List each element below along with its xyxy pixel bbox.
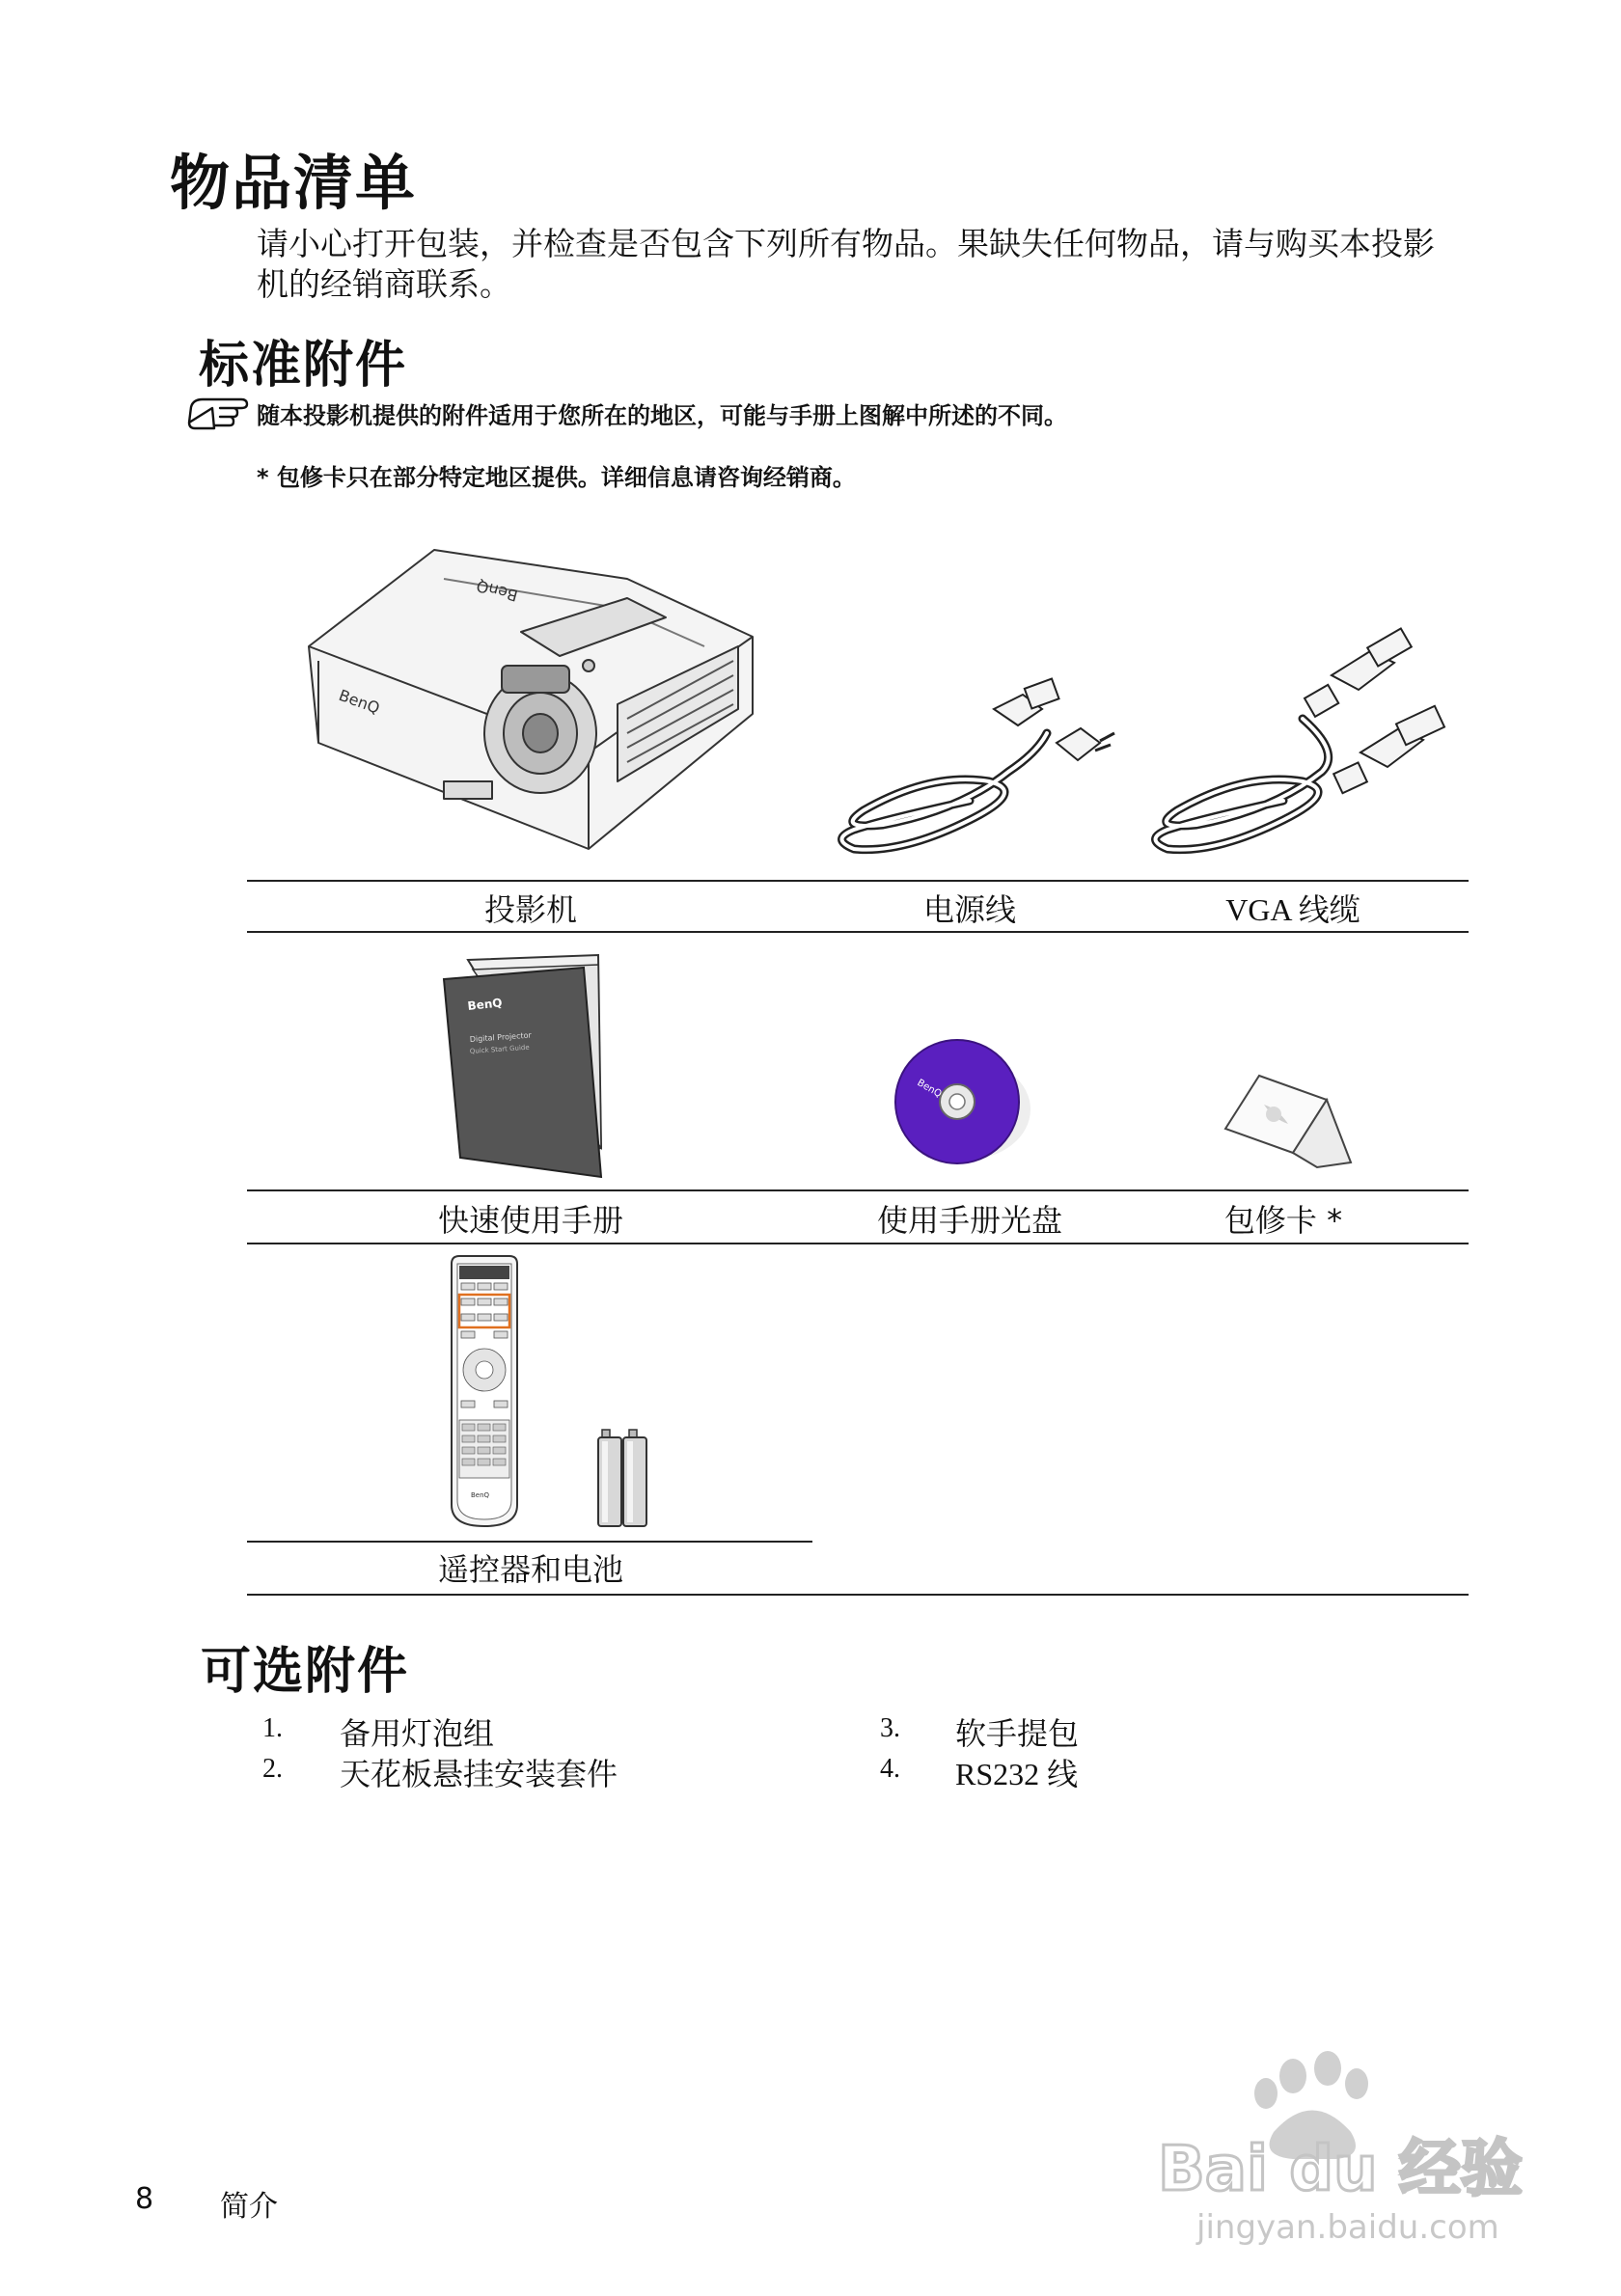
batteries-icon (596, 1428, 652, 1529)
table-rule-2 (247, 931, 1469, 933)
table-rule-1 (247, 880, 1469, 882)
projector-brand-text: BenQ (336, 685, 383, 718)
pointing-hand-icon (185, 394, 253, 430)
table-rule-5 (247, 1541, 812, 1543)
remote-control-icon (446, 1254, 523, 1529)
optional-item-number: 1. (262, 1713, 283, 1743)
optional-accessories-heading: 可选附件 (201, 1643, 410, 1701)
optional-item-label: 软手提包 (955, 1715, 1080, 1752)
optional-item-label: RS232 线 (955, 1757, 1079, 1791)
optional-item-number: 2. (262, 1754, 283, 1784)
item-label-warranty-card: 包修卡 * (1223, 1202, 1343, 1239)
warranty-card-icon (1221, 1071, 1365, 1167)
item-label-vga-cable: VGA 线缆 (1225, 892, 1360, 927)
table-rule-3 (247, 1189, 1469, 1191)
item-label-power-cord: 电源线 (922, 891, 1016, 928)
quick-guide-icon (439, 950, 613, 1182)
standard-accessories-heading: 标准附件 (199, 337, 408, 395)
optional-item-label: 备用灯泡组 (340, 1715, 495, 1752)
cd-brand-text: BenQ (915, 1078, 944, 1101)
item-label-projector: 投影机 (483, 891, 577, 928)
projector-icon (299, 540, 762, 859)
watermark-logo-text: Bai du 经验 (1158, 2134, 1523, 2205)
table-rule-4 (247, 1243, 1469, 1244)
guide-brand-text: BenQ (466, 996, 504, 1013)
watermark-url: jingyan.baidu.com (1196, 2208, 1499, 2247)
projector-brand-top-text: BenQ (474, 576, 520, 606)
remote-brand-text: BenQ (471, 1491, 490, 1499)
vga-cable-icon (1139, 632, 1467, 859)
baidu-watermark-logo (1158, 2045, 1544, 2248)
cd-icon (888, 1032, 1042, 1167)
page-number: 8 (135, 2182, 154, 2216)
guide-subtitle-text: Quick Start Guide (469, 1043, 530, 1055)
item-label-quick-guide: 快速使用手册 (437, 1202, 623, 1239)
optional-item-number: 3. (880, 1713, 900, 1743)
item-label-cd: 使用手册光盘 (876, 1202, 1062, 1239)
power-cord-icon (825, 666, 1134, 859)
page-title: 物品清单 (170, 148, 418, 218)
table-rule-6 (247, 1594, 1469, 1596)
warranty-note: * 包修卡只在部分特定地区提供。详细信息请咨询经销商。 (257, 464, 856, 491)
section-name: 简介 (220, 2190, 278, 2224)
optional-item-number: 4. (880, 1754, 900, 1784)
guide-title-text: Digital Projector (469, 1030, 533, 1044)
item-label-remote: 遥控器和电池 (437, 1551, 623, 1588)
optional-item-label: 天花板悬挂安装套件 (340, 1756, 618, 1792)
intro-text: 请小心打开包装，并检查是否包含下列所有物品。果缺失任何物品，请与购买本投影机的经销商联系。 (257, 225, 1435, 303)
region-note: 随本投影机提供的附件适用于您所在的地区，可能与手册上图解中所述的不同。 (257, 402, 1067, 429)
